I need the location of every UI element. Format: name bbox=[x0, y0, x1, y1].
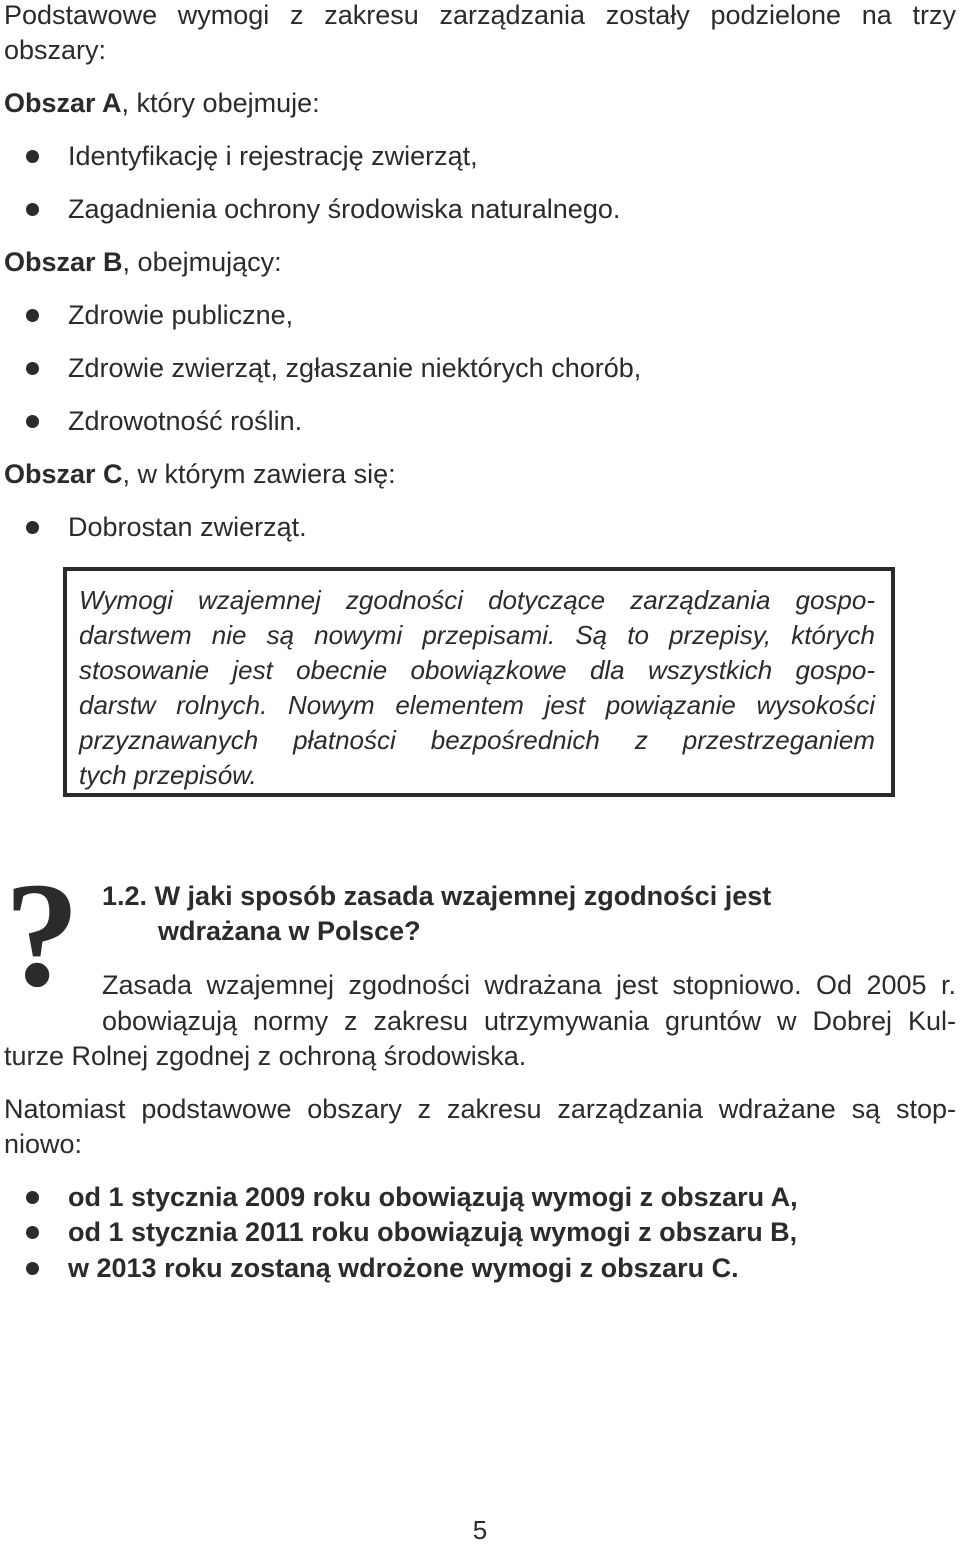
bullet-icon bbox=[26, 521, 39, 534]
list-item-text: od 1 stycznia 2009 roku obowiązują wymogi z obszaru A, bbox=[68, 1182, 798, 1212]
list-item-text: Zdrowie publiczne, bbox=[68, 300, 294, 330]
area-a-title: Obszar A bbox=[4, 88, 122, 118]
list-item-text: Identyfikację i rejestrację zwierząt, bbox=[68, 141, 478, 171]
note-line: Wymogi wzajemnej zgodności dotyczące zarządzania gospo- bbox=[79, 585, 875, 615]
question-number: 1.2. bbox=[102, 881, 148, 911]
area-b-rest: , obejmujący: bbox=[122, 247, 282, 277]
note-line: stosowanie jest obecnie obowiązkowe dla wszystkich gospo- bbox=[79, 655, 875, 685]
list-item-text: od 1 stycznia 2011 roku obowiązują wymogi z obszaru B, bbox=[68, 1217, 798, 1247]
answer-line-2: obowiązują normy z zakresu utrzymywania gruntów w Dobrej Kul- bbox=[102, 1006, 956, 1036]
bullet-icon bbox=[26, 415, 39, 428]
area-a-heading bbox=[4, 85, 320, 121]
note-line: tych przepisów. bbox=[79, 760, 257, 790]
list-item-text: Zdrowie zwierząt, zgłaszanie niektórych chorób, bbox=[68, 353, 642, 383]
intro-line-1: Podstawowe wymogi z zakresu zarządzania zostały podzielone na trzy bbox=[4, 0, 956, 30]
intro-line-2: obszary: bbox=[4, 35, 107, 65]
list-item-text: Zdrowotność roślin. bbox=[68, 406, 303, 436]
area-c-heading bbox=[4, 456, 396, 492]
schedule-line-1: Natomiast podstawowe obszary z zakresu zarządzania wdrażane są stop- bbox=[4, 1094, 956, 1124]
list-item-text: w 2013 roku zostaną wdrożone wymogi z obszaru C. bbox=[68, 1253, 739, 1283]
bullet-icon bbox=[26, 362, 39, 375]
bullet-icon bbox=[26, 150, 39, 163]
area-c-title: Obszar C bbox=[4, 459, 123, 489]
question-title-line-2: wdrażana w Polsce? bbox=[158, 916, 421, 946]
bullet-icon bbox=[26, 1226, 39, 1239]
question-mark-icon: ? bbox=[4, 852, 80, 1018]
question-title bbox=[102, 878, 771, 914]
page-number: 5 bbox=[472, 1515, 488, 1545]
answer-line-3: turze Rolnej zgodnej z ochroną środowiska. bbox=[4, 1041, 527, 1071]
bullet-icon bbox=[26, 1191, 39, 1204]
bullet-icon bbox=[26, 1262, 39, 1275]
answer-line-1: Zasada wzajemnej zgodności wdrażana jest stopniowo. Od 2005 r. bbox=[102, 970, 956, 1000]
bullet-icon bbox=[26, 203, 39, 216]
note-box bbox=[63, 567, 895, 797]
note-line: przyznawanych płatności bezpośrednich z przestrzeganiem bbox=[79, 725, 875, 755]
schedule-line-2: niowo: bbox=[4, 1129, 83, 1159]
note-line: darstwem nie są nowymi przepisami. Są to przepisy, których bbox=[79, 620, 875, 650]
area-a-rest: , który obejmuje: bbox=[121, 88, 320, 118]
list-item-text: Zagadnienia ochrony środowiska naturalnego. bbox=[68, 194, 621, 224]
bullet-icon bbox=[26, 309, 39, 322]
area-b-title: Obszar B bbox=[4, 247, 123, 277]
note-line: darstw rolnych. Nowym elementem jest powiązanie wysokości bbox=[79, 690, 875, 720]
area-b-heading bbox=[4, 244, 282, 280]
question-title-line-1: W jaki sposób zasada wzajemnej zgodności jest bbox=[154, 881, 772, 911]
area-c-rest: , w którym zawiera się: bbox=[122, 459, 396, 489]
list-item-text: Dobrostan zwierząt. bbox=[68, 512, 307, 542]
